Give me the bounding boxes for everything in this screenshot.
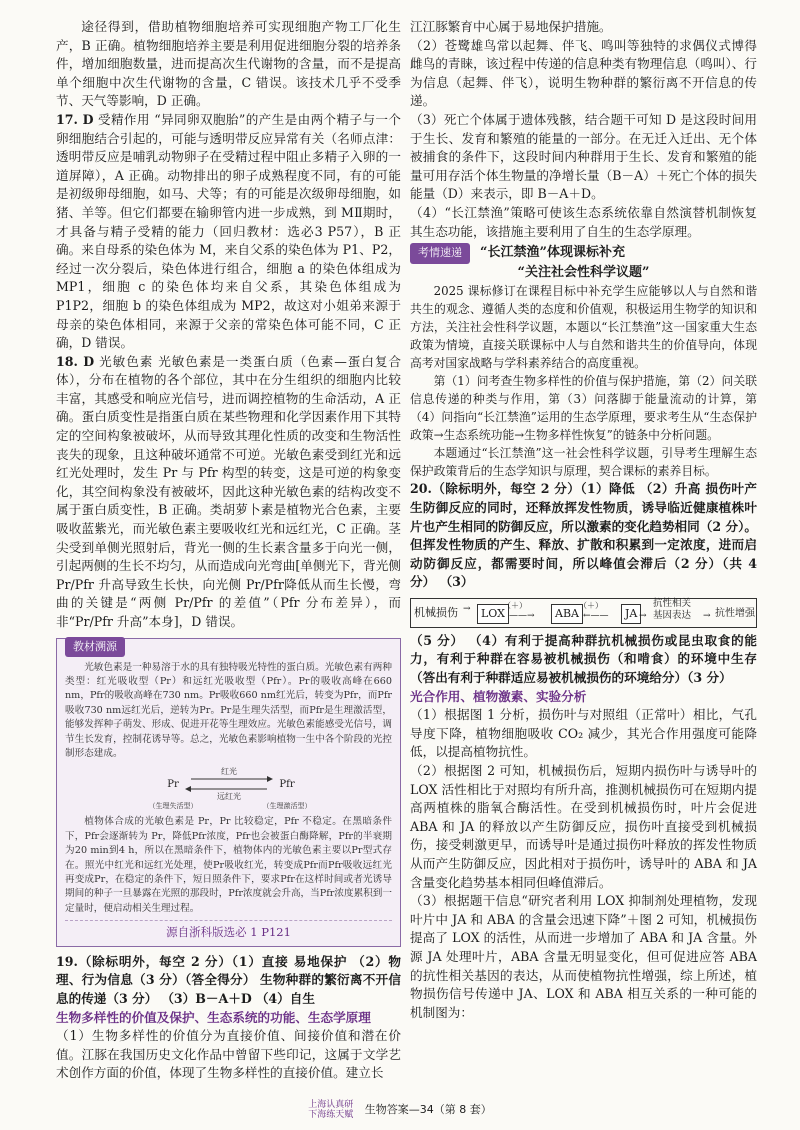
phytochrome-diagram (65, 765, 392, 811)
flow-node-ja: JA (621, 604, 641, 625)
textbook-source-box (56, 638, 401, 947)
exam-trend-header (410, 243, 757, 264)
q20-explanation-2: （2）根据图 2 可知，机械损伤后，短期内损伤叶与诱导叶的 LOX 活性相比于对照均有所升高，推测机械损伤可在短期内提高两植株的脂氧合酶活性。在受到机械损伤时，叶片会促进 ABA 和 JA 的释放以产生防御反应，损伤叶直接受到机械损伤，接受刺激更早，而诱导叶是通过损伤叶释放的挥发性物质从而产生防御反应，因此相对于损伤叶，诱导叶的 ABA 和 JA 含量变化趋势基本相同但峰值滞后。 (410, 763, 757, 890)
q19-topic: 生物多样性的价值及保护、生态系统的功能、生态学原理 (56, 1009, 371, 1025)
q19-explanation: （1）生物多样性的价值分为直接价值、间接价值和潜在价值。江豚在我国历史文化作品中曾留下些印记，这属于文学艺术创作方面的价值，体现了生物多样性的直接价值。建立长 (56, 1028, 401, 1081)
exam-trend-title-1: “长江禁渔”体现课标补充 (480, 245, 625, 261)
exam-trend-tag: 考情速递 (410, 243, 470, 264)
forward-arrowhead (267, 776, 273, 782)
q20-answer-3: （3） (439, 574, 474, 590)
flow-node-resistance: 抗性增强 (715, 607, 755, 619)
q19-answer-1: （1）直接 易地保护 (231, 953, 348, 969)
right-paragraph-1: 江江豚繁育中心属于易地保护措施。 (410, 19, 612, 34)
footer-logo-line-1: 上海认真研 (308, 1100, 354, 1110)
red-light-label: 红光 (220, 767, 237, 777)
reverse-arrowhead (185, 786, 191, 792)
q19-lead: 19.（除标明外，每空 2 分） (56, 953, 232, 969)
flow-node-lox: LOX (477, 604, 509, 625)
q18-answer: 18. D (56, 353, 95, 369)
q20-answer-1: （1）降低 (580, 481, 635, 497)
exam-trend-paragraph-3: 本题通过“长江禁渔”这一社会性科学议题，引导考生理解生态保护政策背后的生态学知识与原理，契合课标的素养目标。 (410, 446, 757, 479)
q20-answer-4-block (410, 632, 757, 688)
flow-gene-line-1: 抗性相关 (653, 597, 692, 609)
q20-topic: 光合作用、植物激素、实验分析 (410, 688, 587, 704)
q20-answer-5: （4）有利于提高种群抗机械损伤或昆虫取食的能力，有利于种群在容易被机械损伤（和啃食）的环境中生存（答出有利于种群适应易被机械损伤的环境给分）（3 分） (410, 632, 757, 686)
page-footer (0, 1100, 800, 1120)
pr-sub-label: （生理失活型） (148, 802, 197, 811)
flow-plus-2: （＋） (579, 600, 603, 610)
footer-logo (308, 1100, 353, 1120)
exam-trend-paragraph-1: 2025 课标修订在课程目标中补充学生应能够以人与自然和谐共生的观念、遵循人类的态度和价值观，积极运用生物学的知识和方法，关注社会性科学议题，本题以“长江禁渔”这一国家重大生态政策为情境，直接关联课标中人与自然和谐共生的价值导向，体现高考对国家战略与学科素养结合的高度重视。 (410, 284, 757, 371)
footer-logo-line-2: 下海练天赋 (308, 1110, 354, 1120)
q20-explanation-1: （1）根据图 1 分析，损伤叶与对照组（正常叶）相比，气孔导度下降，植物细胞吸收 CO₂ 减少，其光合作用强度可能降低，以提高植物抗性。 (410, 707, 757, 760)
left-paragraph-1: 途径得到，借助植物细胞培养可实现细胞产物工厂化生产，B 正确。植物细胞培养主要是利用促进细胞分裂的培养条件，增加细胞数量，进而提高次生代谢物的含量，而不是提高单个细胞中次生代谢物的含量，C 错误。该技术几乎不受季节、天气等影响，D 正确。 (56, 19, 401, 109)
textbook-source-tag: 教材溯源 (65, 637, 125, 658)
q19-answer-4: （3）B－A＋D (161, 991, 252, 1007)
far-red-label: 远红光 (216, 792, 241, 802)
question-19 (56, 953, 401, 1009)
flow-arrow-4: → (639, 610, 647, 621)
exam-trend-paragraph-2: 第（1）问考查生物多样性的价值与保护措施，第（2）问关联信息传递的种类与作用，第（3）问落脚于能量流动的计算，第（4）问指向“长江禁渔”运用的生态学原理，要求考生从“生态保护政策→生态系统功能→生物多样性恢复”的链条中分析问题。 (410, 374, 757, 443)
pfr-label: Pfr (278, 779, 295, 791)
flow-node-mechanical-damage: 机械损伤 (414, 605, 458, 619)
textbook-source-text-1: 光敏色素是一种易溶于水的具有独特吸光特性的蛋白质。光敏色素有两种类型：红光吸收型（Pr）和远红光吸收型（Pfr）。Pr的吸收高峰在660 nm，Pfr的吸收高峰在730 nm。Pr吸收660 nm红光后，转变为Pfr，而Pfr吸收730 nm远红光后，逆转为Pr。Pr是生理失活型，而Pfr是生理激活型，能够发挥种子萌发、形成、促进开花等生理效应。光敏色素能感受光信号，调节生长发育，控制花诱导等。总之，光敏色素影响植物一生中各个阶段的光控制形态建成。 (65, 661, 392, 760)
phytochrome-conversion-svg (129, 765, 329, 811)
right-column (410, 18, 757, 1022)
q20-answer-4: （5 分） (410, 632, 464, 648)
pfr-sub-label: （生理激活型） (262, 802, 311, 811)
flow-node-aba: ABA (551, 604, 583, 625)
flow-node-gene-expression (653, 598, 691, 622)
flow-arrow-1: → (463, 603, 471, 614)
q20-lead: 20.（除标明外，每空 2 分） (410, 481, 581, 497)
question-20 (410, 480, 757, 592)
textbook-source-text-2: 植物体合成的光敏色素是 Pr，Pr 比较稳定，Pfr 不稳定。在黑暗条件下，Pfr会逐渐转为 Pr，降低Pfr浓度，Pfr也会被蛋白酶降解，Pfr的半衰期为20 min到4 h，所以在黑暗条件下，植物体内的光敏色素主要以Pr型式存在。照光中红光和远红光处理，使Pr吸收红光，转变成Pfr而Pfr吸收远红光再变成Pr，在稳定的条件下，短日照条件下，要求Pfr在这样时间或者光诱导期间的种子一旦暴露在光照的那段时，Pfr浓度就会升高，当Pfr浓度累积到一定量时，便启动相关生理过程。 (65, 816, 392, 914)
q19-answer-2: （2）物理、行为信息（3 分）（答全得分） (56, 953, 401, 988)
question-17 (56, 111, 401, 353)
flow-arrow-5: → (703, 610, 711, 621)
q17-explanation: 受精作用 “异同卵双胞胎”的产生是由两个精子与一个卵细胞结合引起的，可能与透明带反应异常有关（名师点津：透明带反应是哺乳动物卵子在受精过程中阻止多精子入卵的一道屏障），A 正确。动物排出的卵子成熟程度不同，有的可能是初级卵母细胞，如马、犬等；有的可能是次级卵母细胞，如猪、羊等。但它们都要在输卵管内进一步成熟，到 MⅡ期时，才具备与精子受精的能力（回归教材：选必3 P57），B 正确。来自母系的染色体为 M，来自父系的染色体为 P1、P2，经过一次分裂后，染色体进行组合，细胞 a 的染色体组成为 MP1，细胞 c 的染色体均来自父系，其染色体组成为 P1P2，细胞 b 的染色体组成为 MP2，故这对小姐弟来源于母亲的染色体相同，来源于父亲的常染色体可能不同，C 正确，D 错误。 (56, 111, 401, 351)
right-paragraph-2: （2）苍鹭雄鸟常以起舞、伴飞、鸣叫等独特的求偶仪式博得雌鸟的青睐，该过程中传递的信息种类有物理信息（鸣叫）、行为信息（起舞、伴飞），说明生物种群的繁衍离不开信息的传递。 (410, 37, 757, 109)
q19-answer-3: 生物种群的繁衍离不开信息的传递（3 分） (56, 972, 401, 1007)
flow-arrow-3: ←—— (583, 610, 609, 621)
flow-arrow-2: ——→ (509, 610, 535, 621)
pr-label: Pr (166, 779, 179, 791)
flow-plus-1: （＋） (503, 600, 527, 610)
exam-trend-title-2: “关注社会性科学议题” (517, 264, 650, 280)
q18-explanation: 光敏色素 光敏色素是一类蛋白质（色素—蛋白复合体），分布在植物的各个部位，其中在分生组织的细胞内比较丰富，其感受和响应光信号，进而调控植物的生命活动，A 正确。蛋白质变性是指蛋白质在某些物理和化学因素作用下其特定的空间构象被破坏，从而导致其理化性质的改变和生物活性丧失的现象，且这种破坏通常不可逆。光敏色素受到红光和远红光处理时，发生 Pr 与 Pfr 构型的转变，这是可逆的构象变化，其空间构象没有被破坏，因此这种光敏色素的结构改变不属于蛋白质变性，B 正确。类胡萝卜素是植物光合色素，主要吸收蓝紫光，而光敏色素主要吸收红光和远红光，C 正确。茎尖受到单侧光照射后，背光一侧的生长素含量多于向光一侧，引起两侧的生长不均匀，从而造成向光弯曲[单侧光下，背光侧 Pr/Pfr 升高导致生长快，向光侧 Pr/Pfr降低从而生长慢，弯曲的关键是“两侧 Pr/Pfr 的差值”（Pfr 分布差异），而非“Pr/Pfr 升高”本身]，D 错误。 (56, 353, 401, 629)
textbook-source-footer: 源自浙科版选必 1 P121 (65, 920, 392, 942)
left-column (56, 18, 401, 1083)
q20-answer-2: （2）升高 损伤叶产生防御反应的同时，还释放挥发性物质，诱导临近健康植株叶片也产生相同的防御反应，所以激素的变化趋势相同（2 分）。但挥发性物质的产生、释放、扩散和积累到一定浓度，进而启动防御反应，都需要时间，所以峰值会滞后（2 分）（共 4 分） (410, 481, 757, 590)
q17-answer: 17. D (56, 111, 94, 127)
question-18 (56, 353, 401, 632)
right-paragraph-3: （3）死亡个体属于遗体残骸，结合题干可知 D 是这段时间用于生长、发育和繁殖的能量的一部分。在无迁入迁出、无个体被捕食的条件下，这段时间内种群用于生长、发育和繁殖的能量可用存活个体生物量的净增长量（B－A）＋死亡个体的损失能量（D）来表示，即 B－A＋D。 (410, 111, 757, 202)
flow-gene-line-2: 基因表达 (653, 609, 692, 621)
signal-flow-diagram (410, 598, 757, 628)
q19-answer-5: （4）自生 (255, 991, 315, 1007)
q20-explanation-3: （3）根据题干信息“研究者利用 LOX 抑制剂处理植物，发现叶片中 JA 和 ABA 的含量会迅速下降”＋图 2 可知，机械损伤提高了 LOX 的活性，从而进一步增加了 ABA 和 JA 含量。外源 JA 处理叶片，ABA 含量无明显变化，但可促进应答 ABA 的抗性相关基因的表达，从而使植物抗性增强，综上所述，植物损伤信号传递中 JA、LOX 和 ABA 相互关系的一种可能的机制图为： (410, 893, 757, 1020)
right-paragraph-4: （4）“长江禁渔”策略可使该生态系统依靠自然演替机制恢复其生态功能，该措施主要利用了自生的生态学原理。 (410, 204, 757, 239)
footer-page-label: 生物答案—34（第 8 套） (364, 1103, 492, 1116)
